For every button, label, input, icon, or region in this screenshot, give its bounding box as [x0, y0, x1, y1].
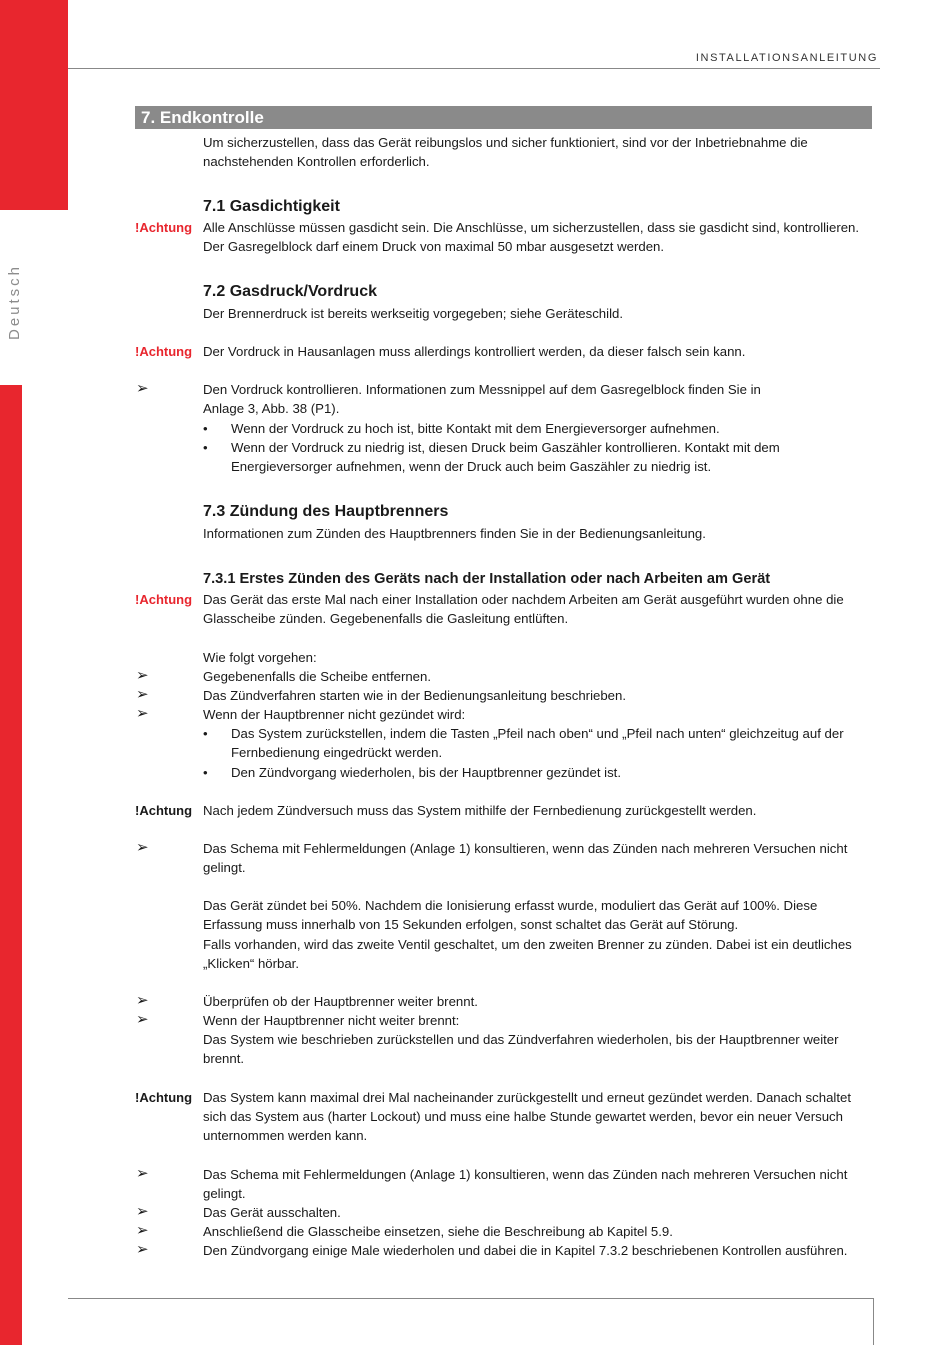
- arrow-step-icon: ➢: [136, 992, 149, 1009]
- bullet-icon: •: [203, 421, 208, 436]
- procedure-intro: Wie folgt vorgehen:: [203, 650, 317, 665]
- heading-7-3: 7.3 Zündung des Hauptbrenners: [203, 503, 449, 520]
- red-side-bar-top: [0, 0, 68, 210]
- bullet-icon: •: [203, 726, 208, 741]
- warning-text-reset: Nach jedem Zündversuch muss das System mithilfe der Fernbedienung zurückgestellt werden.: [203, 803, 757, 818]
- warning-text-7-2: Der Vordruck in Hausanlagen muss allerdings kontrolliert werden, da dieser falsch sein kann.: [203, 344, 746, 359]
- paragraph-7-2: Der Brennerdruck ist bereits werkseitig vorgegeben; siehe Geräteschild.: [203, 306, 624, 321]
- arrow-step-icon: ➢: [136, 1203, 149, 1220]
- arrow-step-icon: ➢: [136, 839, 149, 856]
- bullet-icon: •: [203, 440, 208, 455]
- list-item-text: Wenn der Vordruck zu hoch ist, bitte Kontakt mit dem Energieversorger aufnehmen.: [231, 421, 720, 436]
- step-item: Das Schema mit Fehlermeldungen (Anlage 1) konsultieren, wenn das Zünden nach mehreren Versuchen nicht gelingt.: [203, 1167, 848, 1202]
- list-item: [203, 763, 873, 782]
- arrow-step-icon: ➢: [136, 667, 149, 684]
- list-item-text: Wenn der Vordruck zu niedrig ist, diesen Druck beim Gaszähler kontrollieren. Kontakt mit dem Energieversorger aufnehmen, wenn der Druck auch beim Gaszähler zu niedrig ist.: [231, 440, 780, 475]
- header-divider: [68, 68, 880, 69]
- arrow-step-icon: ➢: [136, 1222, 149, 1239]
- arrow-step-icon: ➢: [136, 686, 149, 703]
- warning-label: !Achtung: [135, 344, 193, 359]
- heading-7-3-1: 7.3.1 Erstes Zünden des Geräts nach der Installation oder nach Arbeiten am Gerät: [203, 571, 771, 587]
- list-item: [203, 724, 873, 762]
- warning-label: !Achtung: [135, 592, 193, 607]
- list-item-text: Den Zündvorgang wiederholen, bis der Hauptbrenner gezündet ist.: [231, 765, 622, 780]
- red-side-bar-bottom: [0, 385, 22, 1345]
- section-intro: Um sicherzustellen, dass das Gerät reibungslos und sicher funktioniert, sind vor der Inbetriebnahme die nachstehenden Kontrollen erforderlich.: [203, 135, 808, 170]
- list-item-text: Das System zurückstellen, indem die Tasten „Pfeil nach oben“ und „Pfeil nach unten“ gleichzeitug auf der Fernbedienung eingedrückt werden.: [231, 726, 844, 761]
- warning-label: !Achtung: [135, 803, 193, 818]
- warning-text-7-3-1: Das Gerät das erste Mal nach einer Installation oder nachdem Arbeiten am Gerät ausgeführt wurden ohne die Glasscheibe zünden. Gegebenenfalls die Gasleitung entlüften.: [203, 592, 844, 627]
- warning-label: !Achtung: [135, 1090, 193, 1105]
- arrow-step-icon: ➢: [136, 705, 149, 722]
- sidebar-language-label: Deutsch: [6, 263, 23, 340]
- step-item: Anschließend die Glasscheibe einsetzen, siehe die Beschreibung ab Kapitel 5.9.: [203, 1224, 673, 1239]
- step-schema: Das Schema mit Fehlermeldungen (Anlage 1) konsultieren, wenn das Zünden nach mehreren Versuchen nicht gelingt.: [203, 841, 848, 876]
- warning-text-lockout: Das System kann maximal drei Mal nacheinander zurückgestellt und erneut gezündet werden. Danach schaltet sich das System aus (harter Lockout) und muss eine halbe Stunde gewartet werden, bevor ein neuer Versuch unternommen werden kann.: [203, 1090, 852, 1144]
- warning-label: !Achtung: [135, 220, 193, 235]
- list-item: [203, 419, 873, 438]
- footer-corner-line: [873, 1298, 874, 1345]
- paragraph-second-valve: Falls vorhanden, wird das zweite Ventil geschaltet, um den zweiten Brenner zu zünden. Dabei ist ein deutliches „Klicken“ hörbar.: [203, 937, 852, 972]
- step-item: Das Zündverfahren starten wie in der Bedienungsanleitung beschrieben.: [203, 688, 626, 703]
- document-header-title: INSTALLATIONSANLEITUNG: [695, 52, 878, 64]
- section-title-bar: 7. Endkontrolle: [135, 106, 872, 129]
- arrow-step-icon: ➢: [136, 1011, 149, 1028]
- footer-divider: [68, 1298, 874, 1299]
- heading-7-1: 7.1 Gasdichtigkeit: [203, 198, 340, 215]
- arrow-step-icon: ➢: [136, 380, 149, 397]
- step-item: Wenn der Hauptbrenner nicht gezündet wird:: [203, 707, 466, 722]
- step-not-burning: Wenn der Hauptbrenner nicht weiter brennt:: [203, 1013, 460, 1028]
- bullet-icon: •: [203, 765, 208, 780]
- list-item: [203, 438, 803, 476]
- paragraph-7-1: Alle Anschlüsse müssen gasdicht sein. Die Anschlüsse, um sicherzustellen, dass sie gasdicht sind, kontrollieren. Der Gasregelblock darf einem Druck von maximal 50 mbar ausgesetzt werden.: [203, 220, 860, 255]
- step-item: Gegebenenfalls die Scheibe entfernen.: [203, 669, 432, 684]
- step-item: Das Gerät ausschalten.: [203, 1205, 341, 1220]
- step-check-burner: Überprüfen ob der Hauptbrenner weiter brennt.: [203, 994, 478, 1009]
- page-number: 18: [40, 1308, 70, 1339]
- arrow-step-icon: ➢: [136, 1241, 149, 1258]
- heading-7-2: 7.2 Gasdruck/Vordruck: [203, 283, 377, 300]
- step-vordruck: Den Vordruck kontrollieren. Informationen zum Messnippel auf dem Gasregelblock finden Sie in Anlage 3, Abb. 38 (P1).: [203, 382, 761, 417]
- step-item: Den Zündvorgang einige Male wiederholen und dabei die in Kapitel 7.3.2 beschriebenen Kontrollen ausführen.: [203, 1243, 848, 1258]
- arrow-step-icon: ➢: [136, 1165, 149, 1182]
- paragraph-7-3: Informationen zum Zünden des Hauptbrenners finden Sie in der Bedienungsanleitung.: [203, 526, 706, 541]
- paragraph-ionisation: Das Gerät zündet bei 50%. Nachdem die Ionisierung erfasst wurde, moduliert das Gerät auf 100%. Diese Erfassung muss innerhalb von 15 Sekunden erfolgen, sonst schaltet das Gerät auf Störung.: [203, 898, 818, 933]
- paragraph-not-burning: Das System wie beschrieben zurückstellen und das Zündverfahren wiederholen, bis der Hauptbrenner weiter brennt.: [203, 1032, 839, 1067]
